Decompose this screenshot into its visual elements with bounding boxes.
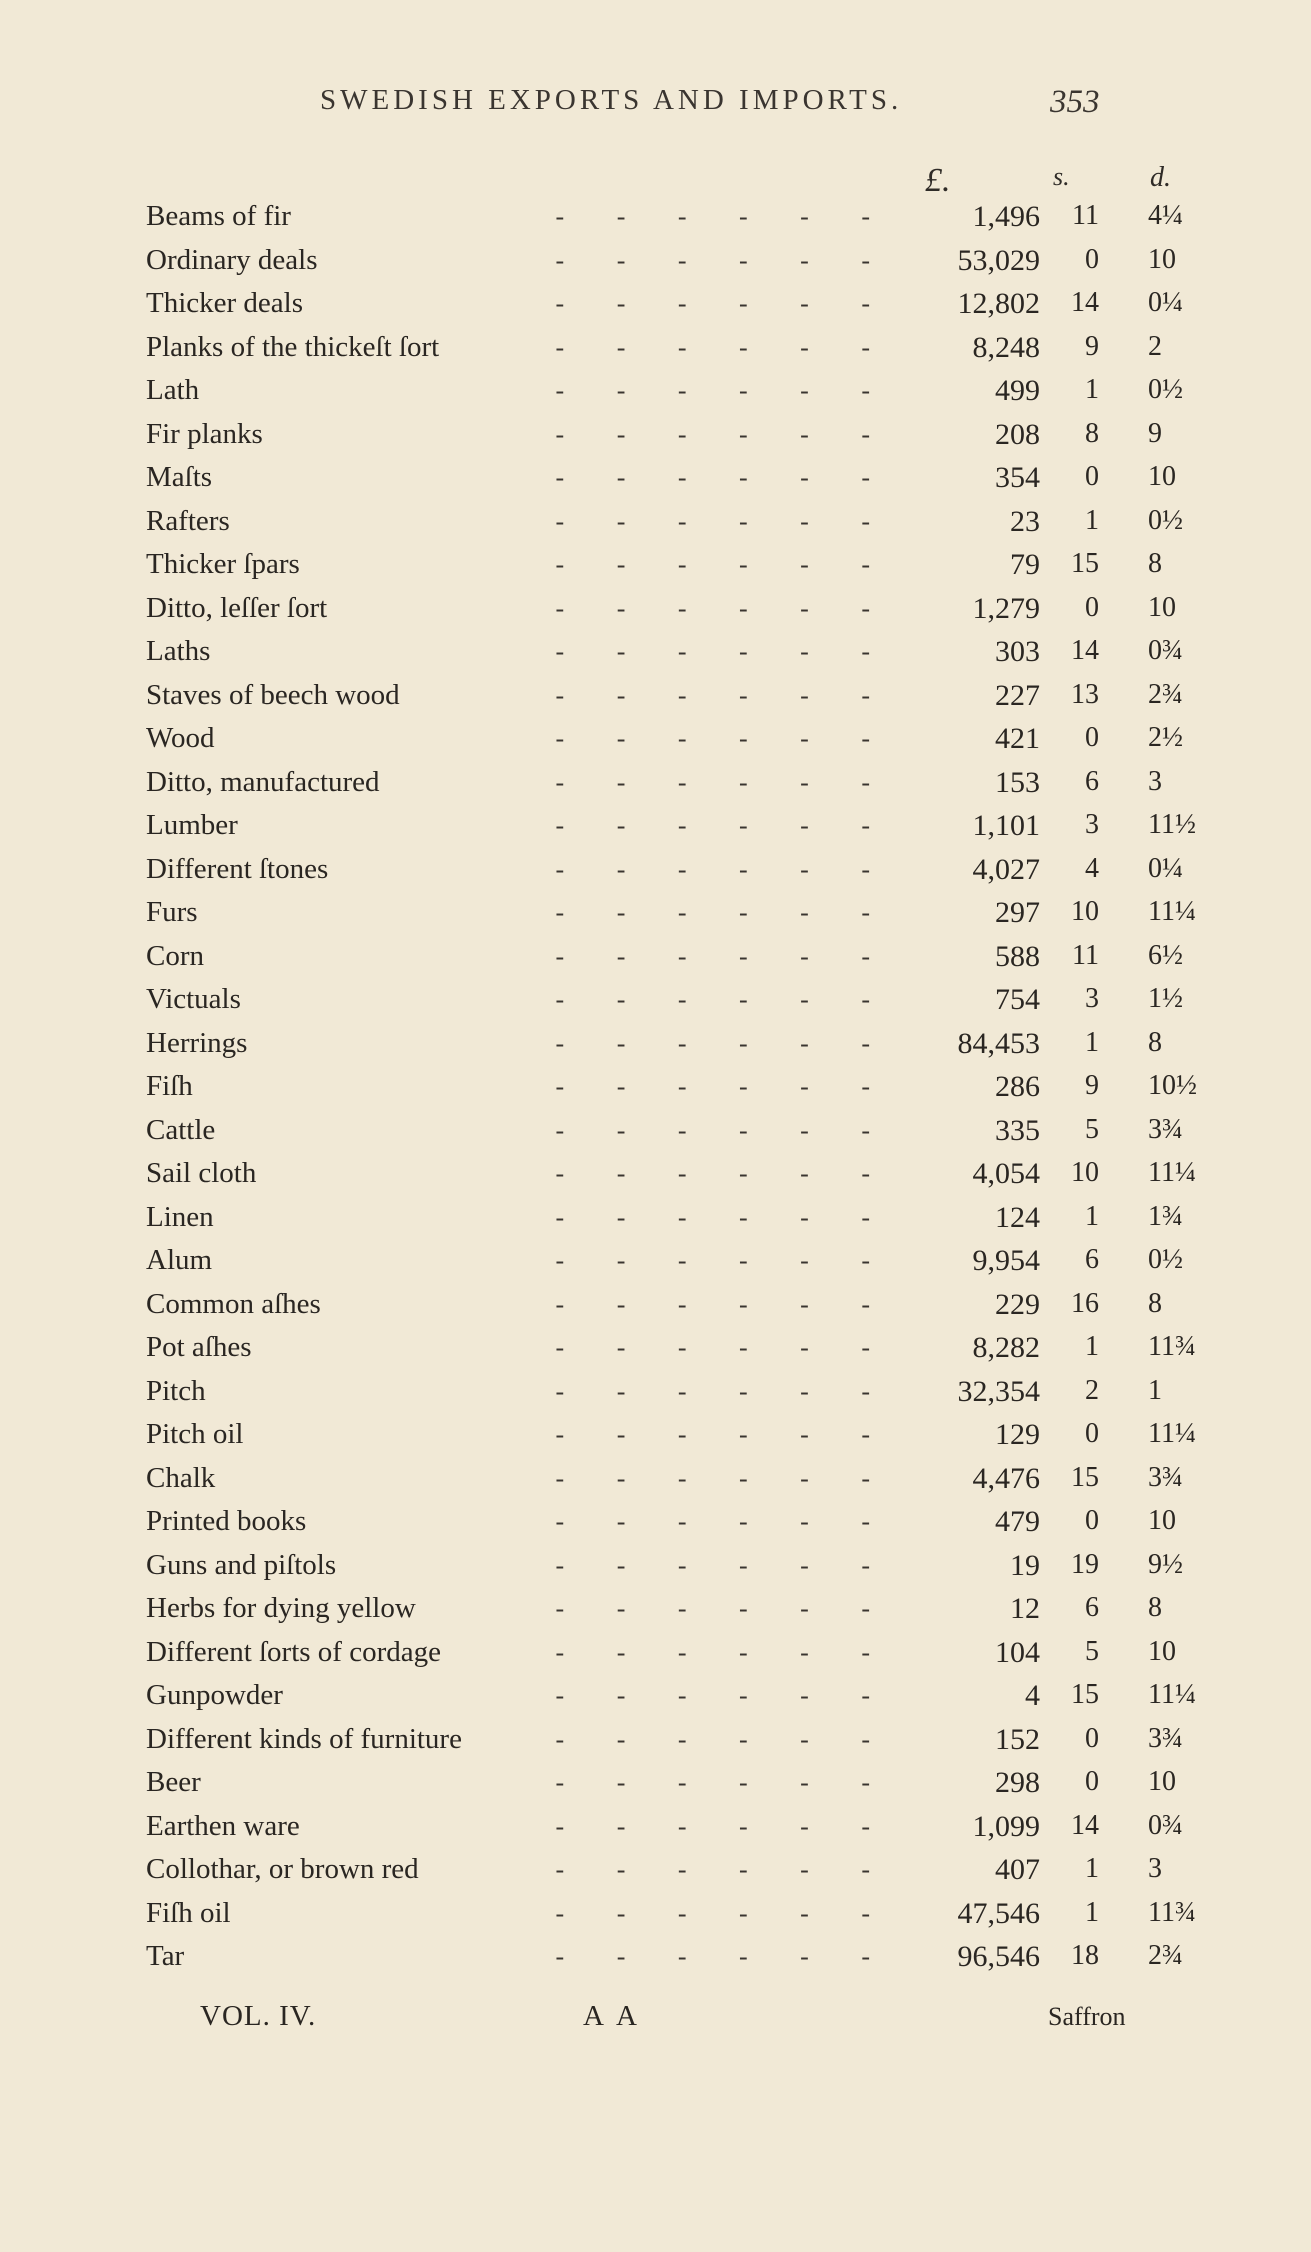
pounds-value: 152 bbox=[995, 1722, 1040, 1756]
shillings-value: 1 bbox=[1085, 1331, 1099, 1362]
dot-leader: - - - - - - bbox=[555, 1159, 870, 1188]
pounds-value: 124 bbox=[995, 1200, 1040, 1234]
item-name: Rafters bbox=[146, 504, 230, 537]
pence-value: 11¼ bbox=[1148, 1679, 1196, 1710]
pence-value: 10 bbox=[1148, 591, 1176, 623]
table-row bbox=[0, 1199, 1311, 1243]
table-row bbox=[0, 1634, 1311, 1678]
dot-leader: - - - - - - bbox=[555, 1333, 870, 1362]
pounds-value: 12,802 bbox=[957, 287, 1040, 320]
dot-leader: - - - - - - bbox=[555, 1594, 870, 1623]
table-row bbox=[0, 633, 1311, 677]
pence-value: 9½ bbox=[1148, 1548, 1183, 1580]
pounds-value: 1,101 bbox=[972, 809, 1040, 842]
item-name: Sail cloth bbox=[146, 1157, 257, 1189]
pounds-value: 12 bbox=[1010, 1592, 1040, 1625]
shillings-value: 6 bbox=[1085, 1592, 1099, 1623]
item-name: Lumber bbox=[146, 809, 238, 841]
shillings-value: 14 bbox=[1071, 635, 1099, 666]
pence-value: 0¼ bbox=[1148, 287, 1183, 318]
page-number: 353 bbox=[1050, 84, 1100, 120]
pence-value: 3¾ bbox=[1148, 1113, 1183, 1145]
shillings-value: 6 bbox=[1085, 765, 1099, 797]
pounds-value: 1,099 bbox=[972, 1809, 1040, 1843]
pence-value: 3 bbox=[1148, 1853, 1162, 1884]
item-name: Common aſhes bbox=[146, 1287, 321, 1320]
table-row bbox=[0, 590, 1311, 634]
pence-value: 3 bbox=[1148, 765, 1162, 797]
dot-leader: - - - - - - bbox=[555, 680, 870, 710]
dot-leader: - - - - - - bbox=[555, 245, 870, 275]
item-name: Fiſh bbox=[146, 1070, 193, 1102]
item-name: Furs bbox=[146, 896, 198, 928]
pounds-value: 84,453 bbox=[957, 1026, 1040, 1060]
table-row bbox=[0, 416, 1311, 460]
shillings-value: 2 bbox=[1085, 1374, 1099, 1406]
table-row bbox=[0, 1025, 1311, 1069]
dot-leader: - - - - - - bbox=[555, 1507, 870, 1536]
dot-leader: - - - - - - bbox=[555, 202, 870, 231]
dot-leader: - - - - - - bbox=[555, 724, 870, 753]
pence-value: 11¼ bbox=[1148, 1418, 1196, 1449]
item-name: Earthen ware bbox=[146, 1809, 300, 1842]
pence-value: 0½ bbox=[1148, 374, 1183, 405]
pounds-value: 421 bbox=[995, 722, 1040, 755]
table-row bbox=[0, 1721, 1311, 1765]
item-name: Guns and piſtols bbox=[146, 1548, 337, 1581]
column-header-pence: d. bbox=[1150, 162, 1171, 193]
pence-value: 10 bbox=[1148, 461, 1176, 492]
pounds-value: 227 bbox=[995, 678, 1040, 712]
shillings-value: 9 bbox=[1085, 1070, 1099, 1101]
pounds-value: 4,027 bbox=[972, 852, 1040, 886]
shillings-value: 10 bbox=[1071, 1157, 1099, 1188]
dot-leader: - - - - - - bbox=[555, 1115, 870, 1145]
pence-value: 2¾ bbox=[1148, 678, 1183, 710]
item-name: Herrings bbox=[146, 1026, 248, 1059]
pence-value: 3¾ bbox=[1148, 1461, 1183, 1493]
item-name: Laths bbox=[146, 635, 211, 667]
table-row bbox=[0, 1286, 1311, 1330]
shillings-value: 14 bbox=[1071, 287, 1099, 318]
item-name: Beer bbox=[146, 1766, 201, 1798]
pence-value: 11¾ bbox=[1148, 1331, 1196, 1362]
pence-value: 11¼ bbox=[1148, 896, 1196, 927]
table-row bbox=[0, 1460, 1311, 1504]
table-row bbox=[0, 198, 1311, 242]
item-name: Tar bbox=[146, 1940, 185, 1972]
dot-leader: - - - - - - bbox=[555, 1420, 870, 1449]
pounds-value: 407 bbox=[995, 1853, 1040, 1886]
item-name: Fir planks bbox=[146, 417, 263, 450]
dot-leader: - - - - - - bbox=[555, 376, 870, 405]
pence-value: 3¾ bbox=[1148, 1722, 1183, 1754]
pounds-value: 1,279 bbox=[972, 591, 1040, 625]
shillings-value: 0 bbox=[1085, 591, 1099, 623]
pence-value: 11¾ bbox=[1148, 1896, 1196, 1928]
shillings-value: 9 bbox=[1085, 330, 1099, 362]
table-row bbox=[0, 720, 1311, 764]
dot-leader: - - - - - - bbox=[555, 506, 870, 536]
shillings-value: 16 bbox=[1071, 1287, 1099, 1319]
table-row bbox=[0, 1373, 1311, 1417]
pounds-value: 47,546 bbox=[957, 1896, 1040, 1930]
pence-value: 2½ bbox=[1148, 722, 1183, 753]
table-row bbox=[0, 1895, 1311, 1939]
pounds-value: 96,546 bbox=[957, 1940, 1040, 1973]
pence-value: 9 bbox=[1148, 417, 1162, 449]
table-row bbox=[0, 894, 1311, 938]
shillings-value: 15 bbox=[1071, 548, 1099, 579]
exports-table bbox=[0, 198, 1311, 1982]
pounds-value: 32,354 bbox=[957, 1374, 1040, 1408]
pence-value: 1¾ bbox=[1148, 1200, 1183, 1232]
table-row bbox=[0, 1851, 1311, 1895]
shillings-value: 1 bbox=[1085, 1200, 1099, 1232]
pence-value: 10 bbox=[1148, 1766, 1176, 1797]
item-name: Printed books bbox=[146, 1505, 307, 1537]
item-name: Corn bbox=[146, 939, 204, 972]
shillings-value: 1 bbox=[1085, 1026, 1099, 1058]
shillings-value: 19 bbox=[1071, 1548, 1099, 1580]
table-row bbox=[0, 546, 1311, 590]
item-name: Victuals bbox=[146, 983, 241, 1015]
item-name: Lath bbox=[146, 374, 200, 406]
item-name: Alum bbox=[146, 1244, 213, 1276]
column-header-pounds: £. bbox=[925, 162, 951, 199]
table-row bbox=[0, 1503, 1311, 1547]
pounds-value: 499 bbox=[995, 374, 1040, 407]
table-row bbox=[0, 242, 1311, 286]
pence-value: 2 bbox=[1148, 330, 1162, 362]
pence-value: 2¾ bbox=[1148, 1940, 1183, 1971]
item-name: Herbs for dying yellow bbox=[146, 1592, 416, 1624]
table-row bbox=[0, 1677, 1311, 1721]
pounds-value: 19 bbox=[1010, 1548, 1040, 1582]
item-name: Cattle bbox=[146, 1113, 216, 1146]
pounds-value: 479 bbox=[995, 1505, 1040, 1538]
shillings-value: 0 bbox=[1085, 1722, 1099, 1754]
pounds-value: 303 bbox=[995, 635, 1040, 668]
dot-leader: - - - - - - bbox=[555, 1768, 870, 1797]
table-row bbox=[0, 329, 1311, 373]
dot-leader: - - - - - - bbox=[555, 1681, 870, 1710]
shillings-value: 0 bbox=[1085, 243, 1099, 275]
pounds-value: 1,496 bbox=[972, 200, 1040, 233]
item-name: Linen bbox=[146, 1200, 214, 1233]
dot-leader: - - - - - - bbox=[555, 1855, 870, 1884]
catchword: Saffron bbox=[1048, 2002, 1126, 2031]
shillings-value: 15 bbox=[1071, 1461, 1099, 1493]
table-row bbox=[0, 1938, 1311, 1982]
pounds-value: 354 bbox=[995, 461, 1040, 494]
dot-leader: - - - - - - bbox=[555, 1289, 870, 1319]
shillings-value: 0 bbox=[1085, 461, 1099, 492]
pounds-value: 4,054 bbox=[972, 1157, 1040, 1190]
dot-leader: - - - - - - bbox=[555, 767, 870, 797]
dot-leader: - - - - - - bbox=[555, 1898, 870, 1928]
shillings-value: 0 bbox=[1085, 722, 1099, 753]
table-row bbox=[0, 285, 1311, 329]
pounds-value: 4,476 bbox=[972, 1461, 1040, 1495]
item-name: Planks of the thickeſt ſort bbox=[146, 330, 440, 363]
dot-leader: - - - - - - bbox=[555, 854, 870, 884]
shillings-value: 1 bbox=[1085, 374, 1099, 405]
table-row bbox=[0, 851, 1311, 895]
table-row bbox=[0, 981, 1311, 1025]
pounds-value: 53,029 bbox=[957, 243, 1040, 277]
pounds-value: 23 bbox=[1010, 504, 1040, 538]
item-name: Ditto, manufactured bbox=[146, 765, 380, 798]
table-row bbox=[0, 1112, 1311, 1156]
table-row bbox=[0, 1808, 1311, 1852]
pounds-value: 208 bbox=[995, 417, 1040, 451]
item-name: Thicker deals bbox=[146, 287, 304, 319]
pounds-value: 153 bbox=[995, 765, 1040, 799]
table-row bbox=[0, 764, 1311, 808]
dot-leader: - - - - - - bbox=[555, 1463, 870, 1493]
dot-leader: - - - - - - bbox=[555, 1637, 870, 1667]
shillings-value: 0 bbox=[1085, 1505, 1099, 1536]
table-row bbox=[0, 1547, 1311, 1591]
shillings-value: 8 bbox=[1085, 417, 1099, 449]
pence-value: 10 bbox=[1148, 1635, 1176, 1667]
dot-leader: - - - - - - bbox=[555, 1550, 870, 1580]
shillings-value: 3 bbox=[1085, 809, 1099, 840]
item-name: Fiſh oil bbox=[146, 1896, 231, 1929]
shillings-value: 0 bbox=[1085, 1418, 1099, 1449]
item-name: Staves of beech wood bbox=[146, 678, 400, 711]
table-row bbox=[0, 938, 1311, 982]
item-name: Pitch bbox=[146, 1374, 206, 1407]
shillings-value: 18 bbox=[1071, 1940, 1099, 1971]
item-name: Different ſorts of cordage bbox=[146, 1635, 441, 1668]
dot-leader: - - - - - - bbox=[555, 941, 870, 971]
table-row bbox=[0, 1764, 1311, 1808]
item-name: Different ſtones bbox=[146, 852, 329, 885]
pence-value: 8 bbox=[1148, 1592, 1162, 1623]
volume-label: VOL. IV. bbox=[200, 2000, 317, 2032]
dot-leader: - - - - - - bbox=[555, 1028, 870, 1058]
pence-value: 0¼ bbox=[1148, 852, 1183, 884]
pence-value: 0½ bbox=[1148, 504, 1183, 536]
shillings-value: 14 bbox=[1071, 1809, 1099, 1841]
table-row bbox=[0, 459, 1311, 503]
table-row bbox=[0, 1068, 1311, 1112]
dot-leader: - - - - - - bbox=[555, 1246, 870, 1275]
pence-value: 4¼ bbox=[1148, 200, 1183, 231]
dot-leader: - - - - - - bbox=[555, 419, 870, 449]
table-row bbox=[0, 677, 1311, 721]
pence-value: 1 bbox=[1148, 1374, 1162, 1406]
shillings-value: 1 bbox=[1085, 1853, 1099, 1884]
pounds-value: 8,248 bbox=[972, 330, 1040, 364]
dot-leader: - - - - - - bbox=[555, 1072, 870, 1101]
pence-value: 8 bbox=[1148, 1026, 1162, 1058]
table-row bbox=[0, 1590, 1311, 1634]
pence-value: 0¾ bbox=[1148, 635, 1183, 666]
pence-value: 6½ bbox=[1148, 939, 1183, 971]
pounds-value: 129 bbox=[995, 1418, 1040, 1451]
running-head: SWEDISH EXPORTS AND IMPORTS. bbox=[320, 84, 903, 116]
dot-leader: - - - - - - bbox=[555, 463, 870, 492]
shillings-value: 1 bbox=[1085, 1896, 1099, 1928]
pence-value: 10 bbox=[1148, 243, 1176, 275]
shillings-value: 13 bbox=[1071, 678, 1099, 710]
pounds-value: 104 bbox=[995, 1635, 1040, 1669]
table-row bbox=[0, 503, 1311, 547]
pounds-value: 79 bbox=[1010, 548, 1040, 581]
table-row bbox=[0, 1416, 1311, 1460]
pence-value: 8 bbox=[1148, 1287, 1162, 1319]
dot-leader: - - - - - - bbox=[555, 898, 870, 927]
shillings-value: 5 bbox=[1085, 1113, 1099, 1145]
pence-value: 0¾ bbox=[1148, 1809, 1183, 1841]
item-name: Collothar, or brown red bbox=[146, 1853, 419, 1885]
pounds-value: 588 bbox=[995, 939, 1040, 973]
pounds-value: 286 bbox=[995, 1070, 1040, 1103]
dot-leader: - - - - - - bbox=[555, 1202, 870, 1232]
table-row bbox=[0, 1329, 1311, 1373]
item-name: Wood bbox=[146, 722, 215, 754]
signature-mark: A A bbox=[583, 2000, 641, 2032]
pence-value: 10½ bbox=[1148, 1070, 1197, 1101]
dot-leader: - - - - - - bbox=[555, 289, 870, 318]
shillings-value: 1 bbox=[1085, 504, 1099, 536]
shillings-value: 5 bbox=[1085, 1635, 1099, 1667]
pence-value: 1½ bbox=[1148, 983, 1183, 1014]
item-name: Beams of fir bbox=[146, 200, 291, 232]
pence-value: 8 bbox=[1148, 548, 1162, 579]
pence-value: 11¼ bbox=[1148, 1157, 1196, 1188]
dot-leader: - - - - - - bbox=[555, 332, 870, 362]
pounds-value: 229 bbox=[995, 1287, 1040, 1321]
pounds-value: 335 bbox=[995, 1113, 1040, 1147]
item-name: Gunpowder bbox=[146, 1679, 283, 1711]
shillings-value: 11 bbox=[1072, 939, 1099, 971]
column-header-shillings: s. bbox=[1053, 162, 1070, 191]
table-row bbox=[0, 807, 1311, 851]
pence-value: 0½ bbox=[1148, 1244, 1183, 1275]
item-name: Ordinary deals bbox=[146, 243, 318, 276]
pounds-value: 754 bbox=[995, 983, 1040, 1016]
item-name: Thicker ſpars bbox=[146, 548, 300, 580]
dot-leader: - - - - - - bbox=[555, 1724, 870, 1754]
dot-leader: - - - - - - bbox=[555, 550, 870, 579]
pence-value: 10 bbox=[1148, 1505, 1176, 1536]
item-name: Chalk bbox=[146, 1461, 216, 1494]
pence-value: 11½ bbox=[1148, 809, 1196, 840]
dot-leader: - - - - - - bbox=[555, 985, 870, 1014]
shillings-value: 6 bbox=[1085, 1244, 1099, 1275]
shillings-value: 15 bbox=[1071, 1679, 1099, 1710]
item-name: Pitch oil bbox=[146, 1418, 244, 1450]
dot-leader: - - - - - - bbox=[555, 1942, 870, 1971]
shillings-value: 10 bbox=[1071, 896, 1099, 927]
pounds-value: 4 bbox=[1025, 1679, 1040, 1712]
table-row bbox=[0, 1155, 1311, 1199]
item-name: Maſts bbox=[146, 461, 213, 493]
item-name: Pot aſhes bbox=[146, 1331, 252, 1363]
dot-leader: - - - - - - bbox=[555, 1376, 870, 1406]
dot-leader: - - - - - - bbox=[555, 811, 870, 840]
table-row bbox=[0, 1242, 1311, 1286]
shillings-value: 3 bbox=[1085, 983, 1099, 1014]
item-name: Ditto, leſſer ſort bbox=[146, 591, 328, 624]
shillings-value: 11 bbox=[1072, 200, 1099, 231]
shillings-value: 0 bbox=[1085, 1766, 1099, 1797]
shillings-value: 4 bbox=[1085, 852, 1099, 884]
dot-leader: - - - - - - bbox=[555, 1811, 870, 1841]
pounds-value: 9,954 bbox=[972, 1244, 1040, 1277]
dot-leader: - - - - - - bbox=[555, 593, 870, 623]
pounds-value: 298 bbox=[995, 1766, 1040, 1799]
pounds-value: 8,282 bbox=[972, 1331, 1040, 1364]
dot-leader: - - - - - - bbox=[555, 637, 870, 666]
pounds-value: 297 bbox=[995, 896, 1040, 929]
table-row bbox=[0, 372, 1311, 416]
item-name: Different kinds of furniture bbox=[146, 1722, 462, 1755]
